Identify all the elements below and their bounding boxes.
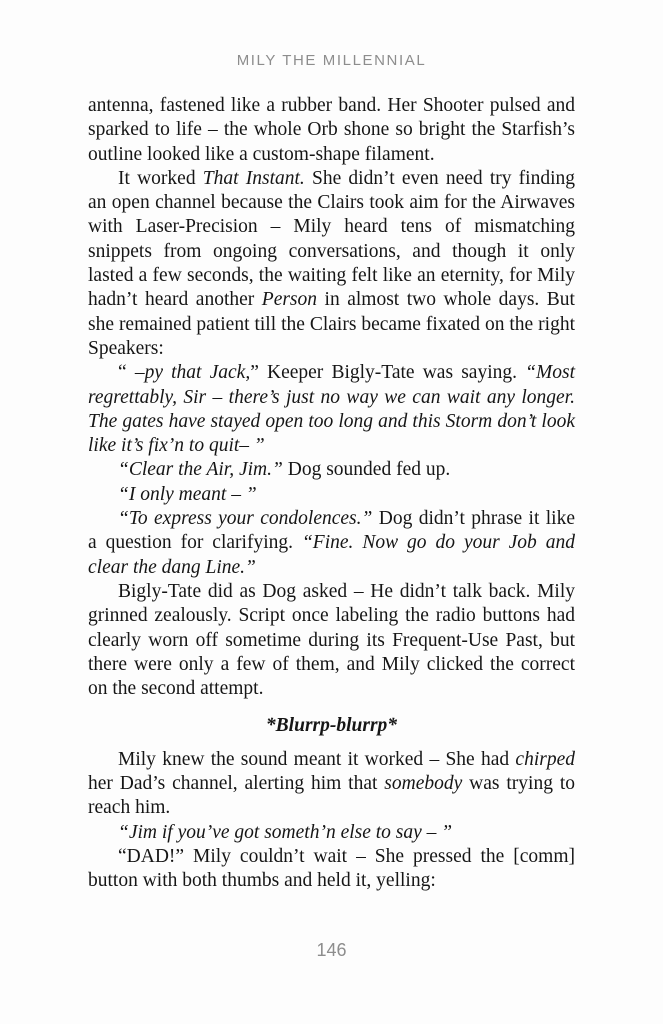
paragraph: [88, 748, 575, 821]
text-segment-italic: “Fine. Now go do your Job and clear the dang Line.”: [88, 532, 575, 578]
text-segment-italic: somebody: [384, 773, 463, 795]
text-segment: Mily knew the sound meant it worked – She had: [118, 748, 516, 770]
text-segment: Dog sounded fed up.: [282, 459, 451, 481]
text-segment: was trying to reach him.: [88, 773, 575, 819]
text-segment: antenna, fastened like a rubber band. Her Shooter pulsed and sparked to life – the whole Orb shone so bright the Starfish’s outline looked like a custom-shape filament.: [88, 95, 575, 165]
text-segment-italic: “Clear the Air, Jim.”: [118, 459, 283, 481]
text-segment-italic: “Most regrettably, Sir – there’s just no way we can wait any longer. The gates have stayed open too long and this Storm don’t look like it’s fix’n to quit– ”: [88, 362, 575, 457]
text-segment-italic: “To express your condolences.”: [118, 508, 373, 530]
text-segment-italic: “I only meant – ”: [118, 483, 257, 505]
text-segment: Bigly-Tate did as Dog asked – He didn’t talk back. Mily grinned zealously. Script once labeling the radio buttons had clearly worn off sometime during its Frequent-Use Past, but there were only a few of them, and Mily clicked the correct on the second attempt.: [88, 580, 575, 700]
paragraph: [88, 94, 575, 167]
text-segment-italic: “Jim if you’ve got someth’n else to say – ”: [118, 821, 453, 843]
text-segment: her Dad’s channel, alerting him that: [88, 773, 385, 795]
text-segment-italic: That Instant.: [202, 167, 305, 189]
text-segment: Dog didn’t phrase it like a question for clarifying.: [88, 508, 576, 554]
running-header: MILY THE MILLENNIAL: [236, 52, 427, 69]
text-segment-italic: –py that Jack,: [134, 362, 251, 384]
paragraph: [88, 483, 575, 507]
paragraph: [88, 821, 575, 845]
text-segment: in almost two whole days. But she remained patient till the Clairs became fixated on the right Speakers:: [88, 289, 575, 359]
paragraph: [88, 167, 575, 361]
sound-effect: *Blurrp-blurrp*: [265, 715, 398, 737]
paragraph: [88, 458, 575, 482]
text-segment: It worked: [118, 167, 203, 189]
paragraph: [88, 580, 575, 701]
text-segment-italic: chirped: [515, 748, 575, 770]
text-segment: ” Keeper Bigly-Tate was saying.: [250, 362, 526, 384]
text-segment: “: [118, 362, 135, 384]
paragraph: [88, 361, 575, 458]
page-number: 146: [316, 940, 347, 960]
paragraph: [88, 507, 575, 580]
text-segment-italic: Person: [261, 289, 318, 311]
text-segment: “DAD!” Mily couldn’t wait – She pressed the [comm] button with both thumbs and held it, yelling:: [88, 845, 575, 892]
paragraph: [88, 845, 575, 894]
text-segment: She didn’t even need try finding an open channel because the Clairs took aim for the Airwaves with Laser-Precision – Mily heard tens of mismatching snippets from ongoing conversations, and though it only lasted a few seconds, the waiting felt like an eternity, for Mily hadn’t heard another: [88, 167, 575, 311]
body-text: [88, 94, 575, 894]
